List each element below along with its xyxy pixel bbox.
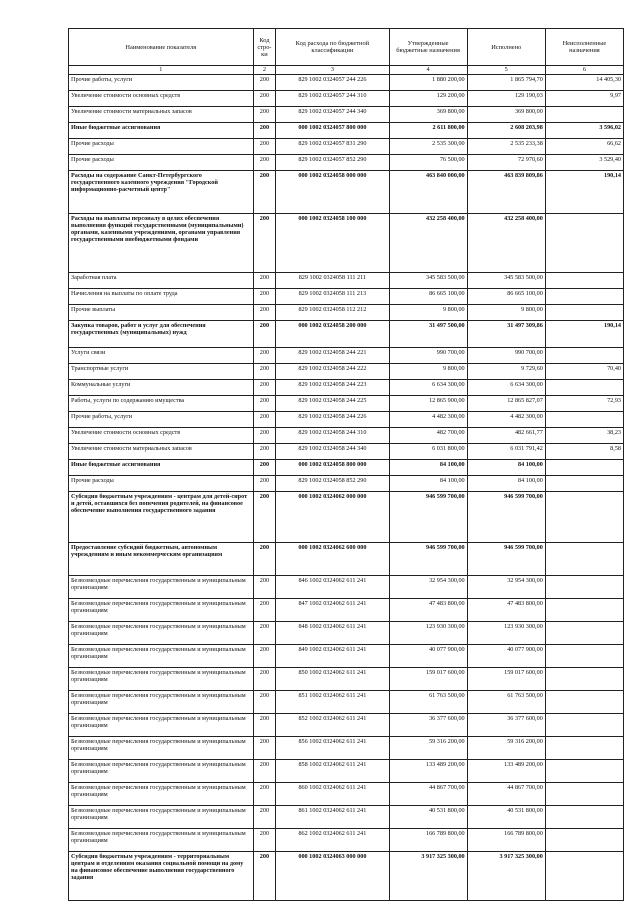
row-executed: 47 483 800,00 [467, 599, 545, 622]
row-name: Начисления на выплаты по оплате труда [69, 289, 254, 305]
row-name: Безвозмездные перечисления государственным и муниципальным организациям [69, 737, 254, 760]
row-approved: 129 200,00 [389, 91, 467, 107]
row-executed: 133 489 200,00 [467, 760, 545, 783]
table-row [69, 380, 624, 396]
row-unexecuted: 190,14 [545, 321, 623, 348]
column-number: 2 [253, 66, 276, 75]
row-approved: 463 840 000,00 [389, 171, 467, 214]
row-executed: 1 865 794,70 [467, 75, 545, 91]
row-executed: 2 608 203,98 [467, 123, 545, 139]
row-unexecuted [545, 760, 623, 783]
table-row [69, 599, 624, 622]
row-executed: 84 100,00 [467, 476, 545, 492]
row-executed: 946 599 700,00 [467, 492, 545, 543]
table-row [69, 321, 624, 348]
row-expense-code: 847 1002 0324062 611 241 [276, 599, 389, 622]
row-expense-code: 000 1002 0324058 800 000 [276, 460, 389, 476]
row-expense-code: 861 1002 0324062 611 241 [276, 806, 389, 829]
row-name: Увеличение стоимости основных средств [69, 91, 254, 107]
row-name: Услуги связи [69, 348, 254, 364]
row-expense-code: 851 1002 0324062 611 241 [276, 691, 389, 714]
row-approved: 36 377 600,00 [389, 714, 467, 737]
table-row [69, 760, 624, 783]
row-executed: 369 800,00 [467, 107, 545, 123]
row-name: Безвозмездные перечисления государственным и муниципальным организациям [69, 576, 254, 599]
row-unexecuted: 3 596,02 [545, 123, 623, 139]
row-name: Субсидия бюджетным учреждениям - центрам для детей-сирот и детей, оставшихся без попечения родителей, на финансовое обеспечение выполнения государственного задания [69, 492, 254, 543]
row-line-code: 200 [253, 476, 276, 492]
row-name: Транспортные услуги [69, 364, 254, 380]
row-unexecuted [545, 476, 623, 492]
row-unexecuted [545, 668, 623, 691]
table-row [69, 691, 624, 714]
row-line-code: 200 [253, 714, 276, 737]
row-line-code: 200 [253, 444, 276, 460]
row-name: Коммунальные услуги [69, 380, 254, 396]
row-name: Безвозмездные перечисления государственным и муниципальным организациям [69, 760, 254, 783]
row-executed: 123 930 300,00 [467, 622, 545, 645]
table-row [69, 289, 624, 305]
row-unexecuted [545, 543, 623, 576]
row-name: Предоставление субсидий бюджетным, автономным учреждениям и иным некоммерческим организациям [69, 543, 254, 576]
row-name: Прочие расходы [69, 139, 254, 155]
row-approved: 6 031 800,00 [389, 444, 467, 460]
row-approved: 990 700,00 [389, 348, 467, 364]
row-name: Увеличение стоимости материальных запасов [69, 444, 254, 460]
row-executed: 990 700,00 [467, 348, 545, 364]
row-executed: 345 583 500,00 [467, 273, 545, 289]
row-name: Иные бюджетные ассигнования [69, 123, 254, 139]
row-approved: 159 017 600,00 [389, 668, 467, 691]
header-executed: Исполнено [467, 29, 545, 66]
row-approved: 84 100,00 [389, 460, 467, 476]
row-name: Безвозмездные перечисления государственным и муниципальным организациям [69, 829, 254, 852]
row-name: Расходы на содержание Санкт-Петербургского государственного казенного учреждения "Городской информационно-расчетный центр" [69, 171, 254, 214]
row-expense-code: 829 1002 0324058 111 211 [276, 273, 389, 289]
row-approved: 40 077 900,00 [389, 645, 467, 668]
row-executed: 159 017 600,00 [467, 668, 545, 691]
row-unexecuted [545, 107, 623, 123]
row-line-code: 200 [253, 91, 276, 107]
row-executed: 4 482 300,00 [467, 412, 545, 428]
row-name: Безвозмездные перечисления государственным и муниципальным организациям [69, 783, 254, 806]
row-unexecuted [545, 348, 623, 364]
row-line-code: 200 [253, 543, 276, 576]
row-unexecuted [545, 829, 623, 852]
row-name: Закупка товаров, работ и услуг для обеспечения государственных (муниципальных) нужд [69, 321, 254, 348]
row-executed: 40 077 900,00 [467, 645, 545, 668]
table-row [69, 714, 624, 737]
header-expense-code: Код расхода по бюджетной классификации [276, 29, 389, 66]
table-row [69, 91, 624, 107]
row-approved: 9 800,00 [389, 305, 467, 321]
row-approved: 12 865 900,00 [389, 396, 467, 412]
row-line-code: 200 [253, 783, 276, 806]
row-line-code: 200 [253, 107, 276, 123]
row-executed: 44 867 700,00 [467, 783, 545, 806]
row-unexecuted [545, 806, 623, 829]
row-unexecuted [545, 273, 623, 289]
row-approved: 32 954 300,00 [389, 576, 467, 599]
row-expense-code: 000 1002 0324062 600 000 [276, 543, 389, 576]
table-row [69, 622, 624, 645]
row-expense-code: 849 1002 0324062 611 241 [276, 645, 389, 668]
column-number: 4 [389, 66, 467, 75]
row-executed: 40 531 800,00 [467, 806, 545, 829]
table-row [69, 107, 624, 123]
row-name: Прочие расходы [69, 155, 254, 171]
row-approved: 40 531 800,00 [389, 806, 467, 829]
row-unexecuted: 38,23 [545, 428, 623, 444]
row-expense-code: 829 1002 0324058 852 290 [276, 476, 389, 492]
column-number-row [69, 66, 624, 75]
row-approved: 2 535 300,00 [389, 139, 467, 155]
row-line-code: 200 [253, 428, 276, 444]
row-unexecuted [545, 380, 623, 396]
row-unexecuted: 14 405,30 [545, 75, 623, 91]
row-expense-code: 829 1002 0324058 244 223 [276, 380, 389, 396]
row-expense-code: 829 1002 0324057 244 310 [276, 91, 389, 107]
row-executed: 36 377 600,00 [467, 714, 545, 737]
row-line-code: 200 [253, 760, 276, 783]
row-unexecuted [545, 412, 623, 428]
row-expense-code: 000 1002 0324062 000 000 [276, 492, 389, 543]
row-name: Увеличение стоимости основных средств [69, 428, 254, 444]
column-number: 6 [545, 66, 623, 75]
row-line-code: 200 [253, 171, 276, 214]
row-executed: 84 100,00 [467, 460, 545, 476]
row-name: Прочие расходы [69, 476, 254, 492]
table-row [69, 444, 624, 460]
row-name: Безвозмездные перечисления государственным и муниципальным организациям [69, 668, 254, 691]
row-executed: 3 917 325 300,00 [467, 852, 545, 901]
row-expense-code: 829 1002 0324058 112 212 [276, 305, 389, 321]
row-line-code: 200 [253, 412, 276, 428]
row-name: Безвозмездные перечисления государственным и муниципальным организациям [69, 714, 254, 737]
row-unexecuted [545, 691, 623, 714]
table-row [69, 476, 624, 492]
row-approved: 86 665 100,00 [389, 289, 467, 305]
row-expense-code: 829 1002 0324057 831 290 [276, 139, 389, 155]
table-row [69, 273, 624, 289]
row-line-code: 200 [253, 289, 276, 305]
row-expense-code: 852 1002 0324062 611 241 [276, 714, 389, 737]
row-unexecuted [545, 737, 623, 760]
table-row [69, 737, 624, 760]
row-executed: 9 800,00 [467, 305, 545, 321]
row-line-code: 200 [253, 75, 276, 91]
table-row [69, 348, 624, 364]
table-row [69, 492, 624, 543]
row-unexecuted: 66,62 [545, 139, 623, 155]
header-indicator-name: Наименование показателя [69, 29, 254, 66]
row-unexecuted [545, 576, 623, 599]
row-approved: 369 800,00 [389, 107, 467, 123]
row-expense-code: 829 1002 0324058 244 222 [276, 364, 389, 380]
row-executed: 6 031 791,42 [467, 444, 545, 460]
row-executed: 32 954 300,00 [467, 576, 545, 599]
row-name: Прочие выплаты [69, 305, 254, 321]
row-name: Увеличение стоимости материальных запасов [69, 107, 254, 123]
header-line-code: Код стро-ки [253, 29, 276, 66]
row-expense-code: 829 1002 0324058 244 225 [276, 396, 389, 412]
column-number: 3 [276, 66, 389, 75]
row-approved: 133 489 200,00 [389, 760, 467, 783]
row-unexecuted [545, 645, 623, 668]
row-line-code: 200 [253, 380, 276, 396]
row-name: Прочие работы, услуги [69, 412, 254, 428]
row-unexecuted [545, 622, 623, 645]
table-row [69, 668, 624, 691]
row-expense-code: 000 1002 0324058 100 000 [276, 214, 389, 273]
row-executed: 31 497 309,86 [467, 321, 545, 348]
row-name: Расходы на выплаты персоналу в целях обеспечения выполнения функций государственными (муниципальными) органами, казенными учреждениями, органами управления государственными внебюджетными фондами [69, 214, 254, 273]
row-approved: 59 316 200,00 [389, 737, 467, 760]
row-line-code: 200 [253, 396, 276, 412]
row-approved: 61 763 500,00 [389, 691, 467, 714]
row-name: Безвозмездные перечисления государственным и муниципальным организациям [69, 645, 254, 668]
column-number: 1 [69, 66, 254, 75]
row-approved: 3 917 325 300,00 [389, 852, 467, 901]
header-unexecuted: Неисполненные назначения [545, 29, 623, 66]
row-unexecuted: 190,14 [545, 171, 623, 214]
table-row [69, 783, 624, 806]
row-expense-code: 829 1002 0324058 244 310 [276, 428, 389, 444]
row-expense-code: 829 1002 0324058 111 213 [276, 289, 389, 305]
table-row [69, 155, 624, 171]
row-line-code: 200 [253, 691, 276, 714]
row-executed: 2 535 233,38 [467, 139, 545, 155]
row-executed: 6 634 300,00 [467, 380, 545, 396]
row-line-code: 200 [253, 576, 276, 599]
table-row [69, 75, 624, 91]
row-expense-code: 829 1002 0324057 244 226 [276, 75, 389, 91]
row-executed: 482 661,77 [467, 428, 545, 444]
row-name: Безвозмездные перечисления государственным и муниципальным организациям [69, 599, 254, 622]
row-executed: 12 865 827,07 [467, 396, 545, 412]
row-unexecuted [545, 599, 623, 622]
row-line-code: 200 [253, 273, 276, 289]
row-line-code: 200 [253, 645, 276, 668]
table-row [69, 829, 624, 852]
row-expense-code: 829 1002 0324058 244 340 [276, 444, 389, 460]
row-executed: 61 763 500,00 [467, 691, 545, 714]
table-row [69, 428, 624, 444]
row-name: Безвозмездные перечисления государственным и муниципальным организациям [69, 691, 254, 714]
row-unexecuted [545, 214, 623, 273]
header-approved: Утвержденные бюджетные назначения [389, 29, 467, 66]
row-unexecuted: 8,58 [545, 444, 623, 460]
report-page [68, 28, 624, 901]
row-unexecuted: 72,93 [545, 396, 623, 412]
row-expense-code: 000 1002 0324057 800 000 [276, 123, 389, 139]
row-line-code: 200 [253, 460, 276, 476]
row-line-code: 200 [253, 348, 276, 364]
table-row [69, 396, 624, 412]
table-row [69, 139, 624, 155]
row-approved: 76 500,00 [389, 155, 467, 171]
row-expense-code: 000 1002 0324058 000 000 [276, 171, 389, 214]
table-row [69, 576, 624, 599]
row-line-code: 200 [253, 321, 276, 348]
table-row [69, 214, 624, 273]
row-unexecuted [545, 714, 623, 737]
row-line-code: 200 [253, 622, 276, 645]
table-row [69, 543, 624, 576]
table-row [69, 852, 624, 901]
row-executed: 166 789 800,00 [467, 829, 545, 852]
row-executed: 946 599 700,00 [467, 543, 545, 576]
row-approved: 482 700,00 [389, 428, 467, 444]
row-unexecuted: 9,97 [545, 91, 623, 107]
row-approved: 166 789 800,00 [389, 829, 467, 852]
row-expense-code: 000 1002 0324058 200 000 [276, 321, 389, 348]
row-line-code: 200 [253, 852, 276, 901]
row-name: Работы, услуги по содержанию имущества [69, 396, 254, 412]
row-name: Заработная плата [69, 273, 254, 289]
row-approved: 432 258 400,00 [389, 214, 467, 273]
table-row [69, 171, 624, 214]
row-line-code: 200 [253, 829, 276, 852]
row-line-code: 200 [253, 737, 276, 760]
row-expense-code: 829 1002 0324058 244 226 [276, 412, 389, 428]
table-row [69, 460, 624, 476]
row-line-code: 200 [253, 364, 276, 380]
row-executed: 129 190,03 [467, 91, 545, 107]
row-executed: 9 729,60 [467, 364, 545, 380]
table-header-row [69, 29, 624, 66]
row-expense-code: 860 1002 0324062 611 241 [276, 783, 389, 806]
row-line-code: 200 [253, 599, 276, 622]
row-expense-code: 858 1002 0324062 611 241 [276, 760, 389, 783]
table-row [69, 412, 624, 428]
table-row [69, 123, 624, 139]
row-approved: 9 800,00 [389, 364, 467, 380]
row-approved: 47 483 800,00 [389, 599, 467, 622]
row-executed: 432 258 400,00 [467, 214, 545, 273]
row-line-code: 200 [253, 668, 276, 691]
row-line-code: 200 [253, 123, 276, 139]
row-executed: 59 316 200,00 [467, 737, 545, 760]
column-number: 5 [467, 66, 545, 75]
row-approved: 2 611 800,00 [389, 123, 467, 139]
row-name: Субсидия бюджетным учреждениям - территориальным центрам и отделениям оказания социальной помощи на дому на финансовое обеспечение выполнения государственного задания [69, 852, 254, 901]
row-expense-code: 000 1002 0324063 000 000 [276, 852, 389, 901]
row-approved: 1 880 200,00 [389, 75, 467, 91]
row-name: Безвозмездные перечисления государственным и муниципальным организациям [69, 622, 254, 645]
row-unexecuted: 70,40 [545, 364, 623, 380]
budget-execution-table [68, 28, 624, 901]
row-approved: 123 930 300,00 [389, 622, 467, 645]
row-name: Иные бюджетные ассигнования [69, 460, 254, 476]
row-name: Безвозмездные перечисления государственным и муниципальным организациям [69, 806, 254, 829]
row-unexecuted [545, 492, 623, 543]
row-expense-code: 829 1002 0324057 244 340 [276, 107, 389, 123]
row-expense-code: 829 1002 0324057 852 290 [276, 155, 389, 171]
row-line-code: 200 [253, 139, 276, 155]
row-expense-code: 848 1002 0324062 611 241 [276, 622, 389, 645]
row-line-code: 200 [253, 806, 276, 829]
row-approved: 44 867 700,00 [389, 783, 467, 806]
row-approved: 345 583 500,00 [389, 273, 467, 289]
row-approved: 6 634 300,00 [389, 380, 467, 396]
table-row [69, 806, 624, 829]
row-expense-code: 856 1002 0324062 611 241 [276, 737, 389, 760]
row-executed: 86 665 100,00 [467, 289, 545, 305]
row-line-code: 200 [253, 214, 276, 273]
table-row [69, 305, 624, 321]
row-executed: 72 970,60 [467, 155, 545, 171]
row-line-code: 200 [253, 155, 276, 171]
table-body [69, 75, 624, 901]
row-unexecuted [545, 289, 623, 305]
row-approved: 946 599 700,00 [389, 492, 467, 543]
row-approved: 946 599 700,00 [389, 543, 467, 576]
row-expense-code: 862 1002 0324062 611 241 [276, 829, 389, 852]
row-unexecuted: 3 529,40 [545, 155, 623, 171]
table-row [69, 364, 624, 380]
row-line-code: 200 [253, 305, 276, 321]
row-expense-code: 850 1002 0324062 611 241 [276, 668, 389, 691]
row-expense-code: 829 1002 0324058 244 221 [276, 348, 389, 364]
row-approved: 84 100,00 [389, 476, 467, 492]
row-line-code: 200 [253, 492, 276, 543]
row-unexecuted [545, 460, 623, 476]
row-unexecuted [545, 852, 623, 901]
row-unexecuted [545, 305, 623, 321]
row-approved: 4 482 300,00 [389, 412, 467, 428]
row-name: Прочие работы, услуги [69, 75, 254, 91]
row-expense-code: 846 1002 0324062 611 241 [276, 576, 389, 599]
row-unexecuted [545, 783, 623, 806]
table-row [69, 645, 624, 668]
row-approved: 31 497 500,00 [389, 321, 467, 348]
row-executed: 463 839 809,86 [467, 171, 545, 214]
